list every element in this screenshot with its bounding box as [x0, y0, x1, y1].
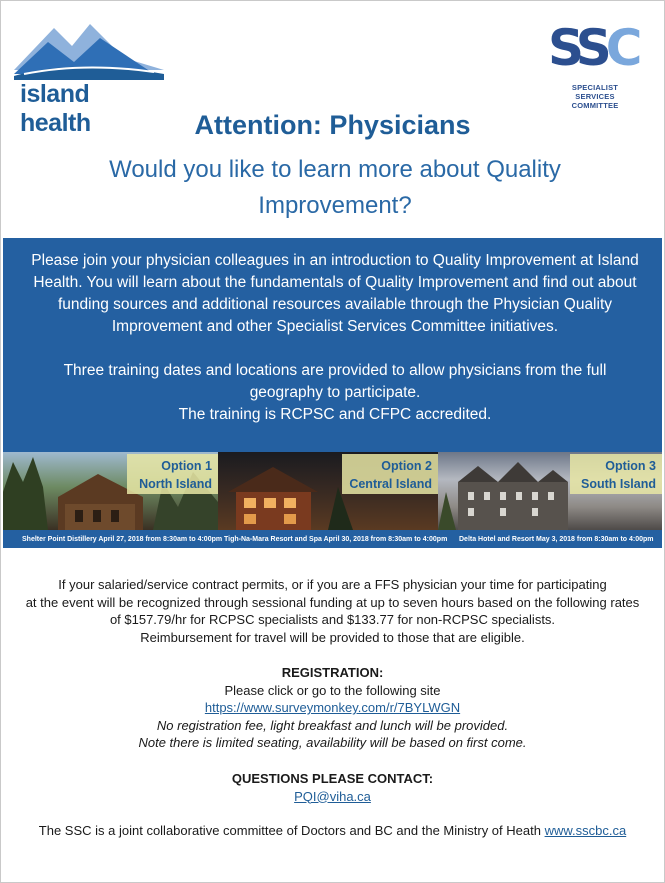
ssc-mark: SSC	[548, 19, 637, 77]
option-1-badge: Option 1 North Island	[127, 454, 218, 494]
venue-photo-strip	[3, 452, 662, 530]
registration-heading: REGISTRATION:	[281, 665, 384, 680]
island-health-wordmark: island health	[20, 80, 91, 137]
contact-heading: QUESTIONS PLEASE CONTACT:	[231, 771, 434, 786]
footer-link[interactable]: www.sscbc.ca	[544, 823, 627, 838]
registration-note: No registration fee, light breakfast and lunch will be provided.	[156, 717, 509, 733]
registration-section	[0, 664, 665, 752]
contact-email-link[interactable]: PQI@viha.ca	[294, 788, 371, 804]
option-3-badge: Option 3 South Island	[570, 454, 662, 494]
registration-note: Note there is limited seating, availability will be based on first come.	[138, 735, 527, 750]
contact-section	[0, 770, 665, 805]
intro-paragraph: Please join your physician colleagues in an introduction to Quality Improvement at Island Health. You will learn about the fundamentals of Quality Improvement and find out about funding sources and additional resources available through the Physician Quality Improvement and other Specialist Services Committee initiatives.	[31, 252, 639, 335]
venue-caption: Delta Hotel and Resort May 3, 2018 from 8:30am to 4:00pm	[459, 536, 654, 543]
mountains-icon	[14, 18, 164, 80]
venue-caption: Tigh-Na-Mara Resort and Spa April 30, 2018 from 8:30am to 4:00pm	[224, 536, 448, 543]
ssc-logo	[548, 18, 644, 118]
footer-text: The SSC is a joint collaborative committee of Doctors and BC and the Ministry of Heath	[38, 823, 545, 838]
footer	[0, 822, 665, 840]
page-subtitle: Would you like to learn more about Quality Improvement?	[109, 156, 561, 219]
option-2-badge: Option 2 Central Island	[342, 454, 438, 494]
island-health-logo	[14, 18, 164, 137]
registration-instruction: Please click or go to the following site	[224, 682, 441, 698]
accreditation-note: The training is RCPSC and CFPC accredited.	[178, 406, 492, 423]
venue-caption: Shelter Point Distillery April 27, 2018 from 8:30am to 4:00pm	[22, 536, 223, 543]
funding-info: If your salaried/service contract permits, or if you are a FFS physician your time for participating at the event will be recognized through sessional funding at up to seven hours based on the following rates of $157.79/hr for RCPSC specialists and $133.77 for non-RCPSC specialists. Reimbursement for travel will be provided to those that are eligible.	[25, 577, 640, 645]
intro-text	[30, 250, 640, 426]
page-title: Attention: Physicians	[194, 110, 471, 140]
intro-paragraph: Three training dates and locations are provided to allow physicians from the full geography to participate.	[63, 362, 607, 401]
registration-link[interactable]: https://www.surveymonkey.com/r/7BYLWGN	[204, 700, 461, 715]
ssc-subtitle: SPECIALIST SERVICES COMMITTEE	[571, 83, 619, 110]
